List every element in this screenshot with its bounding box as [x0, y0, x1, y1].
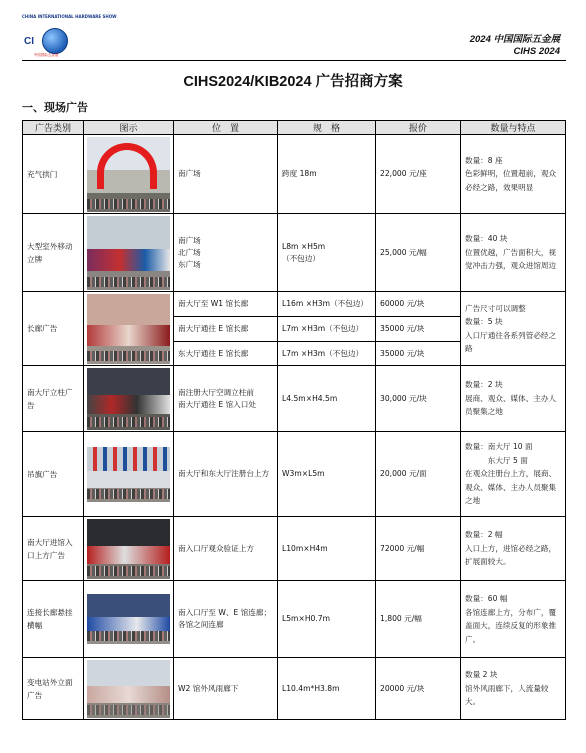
category-cell: 变电站外立面广告: [23, 658, 84, 720]
table-row: [23, 517, 566, 581]
col-header: 图示: [84, 121, 174, 135]
table-row: [23, 581, 566, 658]
spec-cell: 跨度 18m: [278, 135, 376, 214]
entrance-photo: [87, 519, 170, 579]
position-cell: 南入口厅观众验证上方: [174, 517, 278, 581]
image-cell: [84, 658, 174, 720]
position-cell: 南入口厅至 W、E 馆连廊；各馆之间连廊: [174, 581, 278, 658]
features-cell: 数量：2 块 展商、观众、媒体、主办人员聚集之地: [461, 366, 566, 432]
table-row: [23, 366, 566, 432]
hanging-flag-photo: [87, 447, 170, 502]
price-cell: 30,000 元/块: [376, 366, 461, 432]
header-rule: [22, 60, 566, 61]
image-cell: [84, 366, 174, 432]
col-header: 广告类别: [23, 121, 84, 135]
image-cell: [84, 581, 174, 658]
category-cell: 南大厅进馆入口上方广告: [23, 517, 84, 581]
pillar-photo: [87, 368, 170, 430]
logo-subtitle: 中国国际五金展: [33, 53, 59, 57]
features-cell: 数量：南大厅 10 面 东大厅 5 面 在观众注册台上方，展商、观众、媒体、主办人员聚集之地: [461, 432, 566, 517]
spec-cell: L7m ×H3m（不包边）: [278, 342, 376, 366]
page-title: CIHS2024/KIB2024 广告招商方案: [183, 74, 403, 90]
spec-cell: L8m ×H5m （不包边）: [278, 214, 376, 292]
position-cell: W2 馆外风雨廊下: [174, 658, 278, 720]
col-header: 位 置: [174, 121, 278, 135]
header-right: [470, 34, 560, 58]
globe-icon: [42, 28, 68, 54]
features-cell: 数量 2 块 馆外风雨廊下，人流量较大。: [461, 658, 566, 720]
price-cell: 20000 元/块: [376, 658, 461, 720]
price-cell: 25,000 元/幅: [376, 214, 461, 292]
category-cell: 长廊广告: [23, 292, 84, 366]
spec-cell: W3m×L5m: [278, 432, 376, 517]
image-cell: [84, 214, 174, 292]
position-cell: 南广场: [174, 135, 278, 214]
price-cell: 22,000 元/座: [376, 135, 461, 214]
spec-cell: L7m ×H3m（不包边）: [278, 317, 376, 342]
section-heading: 一、现场广告: [22, 102, 88, 114]
logo-text: CHINA INTERNATIONAL HARDWARE SHOW: [22, 14, 117, 19]
features-cell: 广告尺寸可以调整 数量：5 块 入口厅通往各系列管必经之路: [461, 292, 566, 366]
spec-cell: L10m×H4m: [278, 517, 376, 581]
spec-cell: L16m ×H3m（不包边）: [278, 292, 376, 317]
position-cell: 南大厅通往 E 馆长廊: [174, 317, 278, 342]
spec-cell: L4.5m×H4.5m: [278, 366, 376, 432]
category-cell: 连接长廊悬挂横幅: [23, 581, 84, 658]
table-header-row: [23, 121, 566, 135]
col-header: 规 格: [278, 121, 376, 135]
ad-table: [22, 120, 566, 720]
position-cell: 南大厅和东大厅注册台上方: [174, 432, 278, 517]
image-cell: [84, 432, 174, 517]
price-cell: 1,800 元/幅: [376, 581, 461, 658]
features-cell: 数量：2 幅 入口上方，进馆必经之路，扩展面较大。: [461, 517, 566, 581]
spec-cell: L10.4m*H3.8m: [278, 658, 376, 720]
table-row: [23, 135, 566, 214]
category-cell: 吊旗广告: [23, 432, 84, 517]
features-cell: 数量：60 幅 各馆连廊上方，分布广，覆盖面大，连续反复的形象推广。: [461, 581, 566, 658]
category-cell: 大型室外移动立牌: [23, 214, 84, 292]
image-cell: [84, 517, 174, 581]
features-cell: 数量：40 块 位置优越，广告面积大，视觉冲击力强，观众进馆周边: [461, 214, 566, 292]
inflatable-arch-photo: [87, 137, 170, 212]
position-cell: 南大厅至 W1 馆长廊: [174, 292, 278, 317]
image-cell: [84, 292, 174, 366]
col-header: 报价: [376, 121, 461, 135]
header-line-1: 2024 中国国际五金展: [469, 34, 560, 45]
substation-photo: [87, 660, 170, 718]
position-cell: 南注册大厅空调立柱前 南大厅通往 E 馆入口处: [174, 366, 278, 432]
price-cell: 72000 元/幅: [376, 517, 461, 581]
category-cell: 充气拱门: [23, 135, 84, 214]
cihs-logo: [22, 14, 117, 60]
price-cell: 35000 元/块: [376, 342, 461, 366]
table-row: [23, 214, 566, 292]
spec-cell: L5m×H0.7m: [278, 581, 376, 658]
image-cell: [84, 135, 174, 214]
table-row: [23, 292, 566, 317]
price-cell: 60000 元/块: [376, 292, 461, 317]
banner-photo: [87, 594, 170, 644]
price-cell: 20,000 元/面: [376, 432, 461, 517]
corridor-photo: [87, 294, 170, 364]
position-cell: 南广场 北广场 东广场: [174, 214, 278, 292]
position-cell: 东大厅通往 E 馆长廊: [174, 342, 278, 366]
price-cell: 35000 元/块: [376, 317, 461, 342]
col-header: 数量与特点: [461, 121, 566, 135]
features-cell: 数量：8 座 色彩鲜明，位置超前，观众必经之路，效果明显: [461, 135, 566, 214]
header-line-2: CIHS 2024: [513, 46, 560, 57]
table-row: [23, 658, 566, 720]
category-cell: 南大厅立柱广告: [23, 366, 84, 432]
logo-mark: CI: [24, 36, 34, 47]
outdoor-stand-photo: [87, 216, 170, 290]
table-row: [23, 432, 566, 517]
